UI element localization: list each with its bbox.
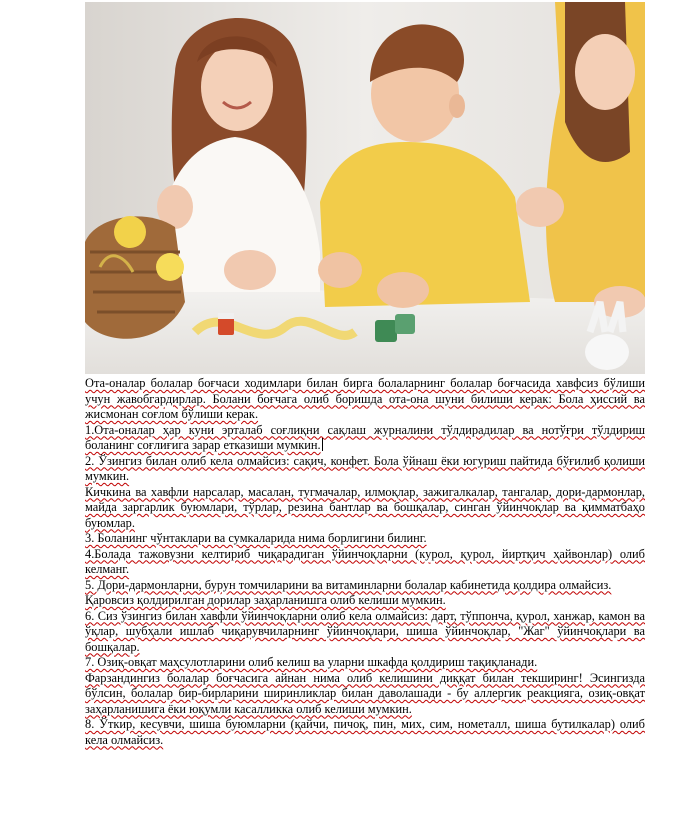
paragraph-7-detail [85,671,645,718]
paragraph-2 [85,454,645,485]
rule-3-text: 3. Боланинг чўнтаклари ва сумкаларида нима борлигини билинг. [85,531,427,545]
children-painting-eggs-photo [85,2,645,374]
paragraph-7 [85,655,645,671]
rule-4-text: 4.Болада тажовузни келтириб чиқарадиган ўйинчоқларни (курол, қурол, йиртқич ҳайвонлар) олиб келманг. [85,546,645,576]
paragraph-5 [85,578,645,594]
check-child-text: Фарзандингиз болалар боғчасига айнан нима олиб келишини диққат билан текширинг! Эсингизда бўлсин, болалар бир-бирларини ширинликлар билан даволашади - бу аллергик реакцияга, озиқ-овқат заҳарланишига ёки юқумли касалликка олиб келиши мумкин. [85,670,645,716]
rule-6-text: 6. Сиз ўзингиз билан хавфли ўйинчоқларни олиб кела олмайсиз: дарт, тўппонча, қурол, ханжар, камон ва ўқлар, шубҳали ишлаб чиқарувчиларнинг ўйинчоқлари, шиша ўйинчоқлар, "Жаг" ўйинчоқлари ва бошқалар. [85,608,645,654]
paragraph-2-detail [85,485,645,532]
photo-illustration [85,2,645,374]
paragraph-1 [85,423,645,454]
rule-7-text: 7. Озиқ-овқат маҳсулотларини олиб келиш ва уларни шкафда қолдириш тақиқланади. [85,655,538,669]
rule-8-text: 8. Ўткир, кесувчи, шиша буюмларни (қайчи, пичоқ, пин, мих, сим, нометалл, шиша бутилкалар) олиб кела олмайсиз. [85,717,645,747]
paragraph-8 [85,717,645,748]
text-cursor [322,438,323,451]
paragraph-5-detail [85,593,645,609]
rule-2-text: 2. Ўзингиз билан олиб кела олмайсиз: сақич, конфет. Бола ўйнаш ёки югуриш пайтида бўғилиб қолиши мумкин. [85,453,645,483]
document-text [85,376,645,748]
paragraph-3 [85,531,645,547]
rule-1-text: 1.Ота-оналар ҳар куни эрталаб соғлиқни сақлаш журналини тўлдирадилар ва нотўғри тўлдириш боланинг соғлиғига зарар етказиши мумкин. [85,422,645,452]
paragraph-6 [85,609,645,656]
rule-5-text: 5. Дори-дармонларни, бурун томчиларини ва витаминларни болалар кабинетида қолдира олмайсиз. [85,577,612,592]
paragraph-4 [85,547,645,578]
paragraph-intro [85,376,645,423]
intro-text: Ота-оналар болалар боғчаси ходимлари билан бирга болаларнинг болалар боғчасида хавфсиз бўлиши учун жавобгардирлар. Болани боғчага олиб боришда ота-она шуни билиши керак: Бола ҳиссий ва жисмонан соғлом бўлиши керак. [85,376,645,421]
small-items-text: Кичкина ва хавфли нарсалар, масалан, тугмачалар, илмоқлар, зажигалкалар, тангалар, дори-дармонлар, майда заргарлик буюмлари, тўрлар, резина бантлар ва бошқалар, синган ўйинчоқлар ва қимматбаҳо буюмлар. [85,484,645,530]
medicine-warning-text: Қаровсиз қолдирилган дорилар заҳарланишга олиб келиши мумкин. [85,593,446,607]
